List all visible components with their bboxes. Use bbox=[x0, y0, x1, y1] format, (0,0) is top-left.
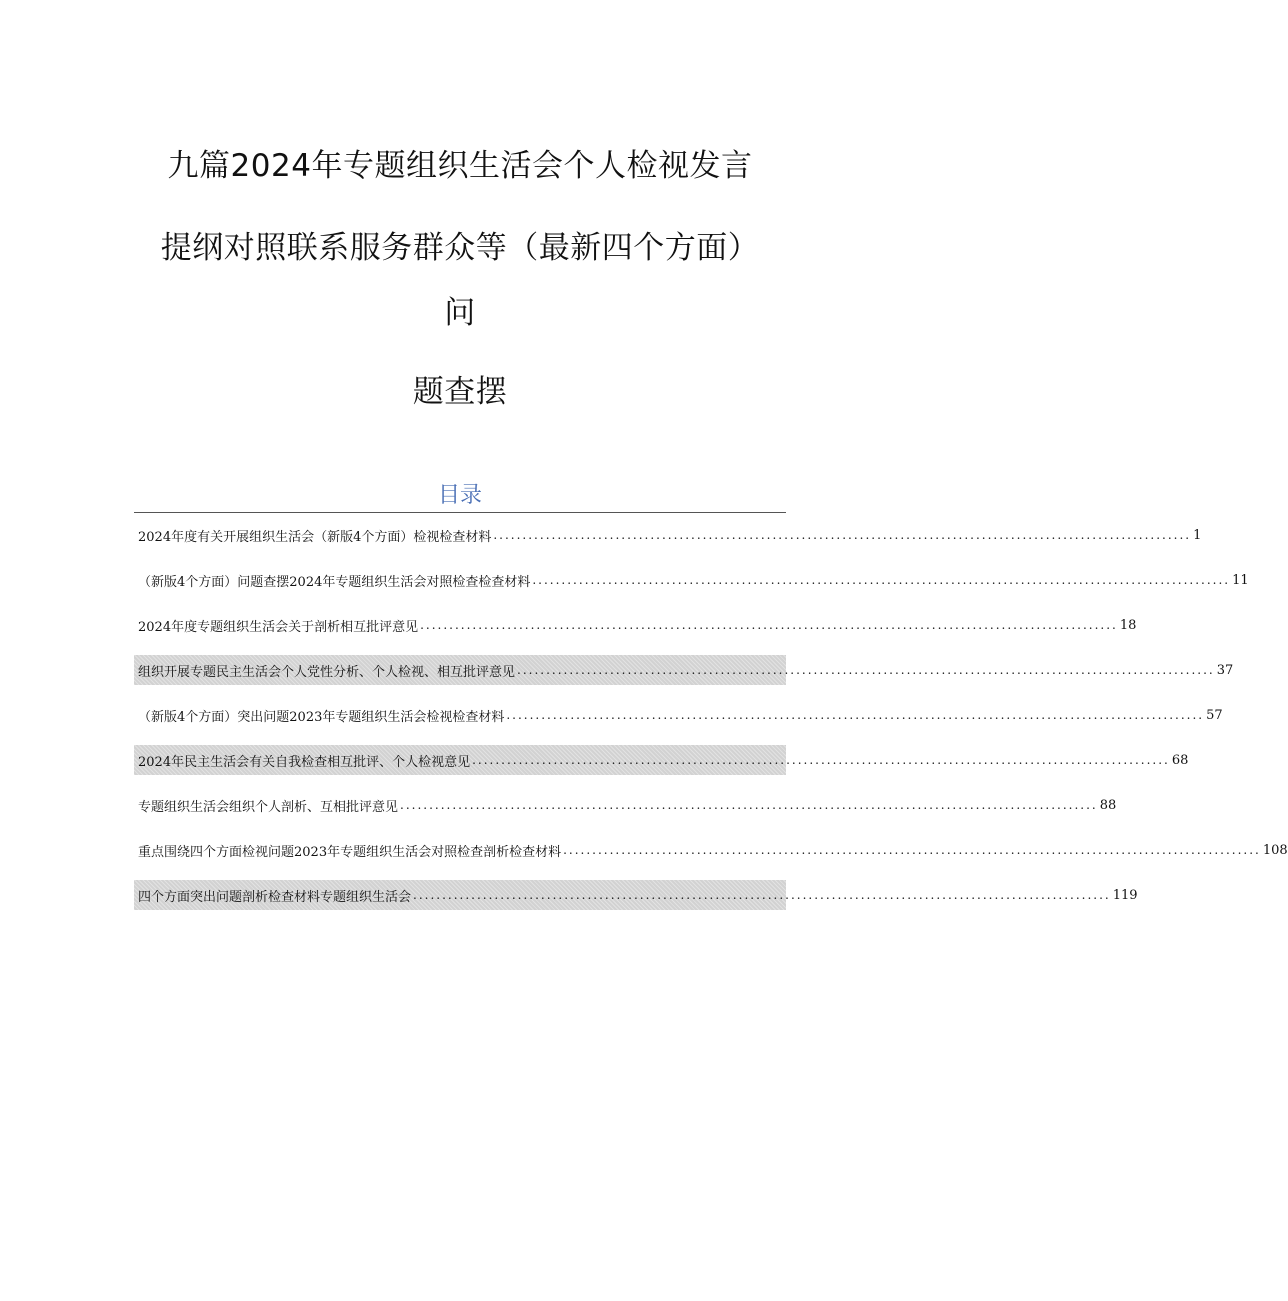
toc-heading: 目录 bbox=[437, 483, 482, 508]
toc-entry-title: 重点围绕四个方面检视问题2023年专题组织生活会对照检查剖析检查材料 bbox=[138, 844, 562, 860]
toc-entry[interactable] bbox=[134, 700, 1223, 730]
toc-entry[interactable] bbox=[134, 655, 1234, 685]
toc-entry[interactable] bbox=[134, 880, 1138, 910]
toc-leader-dots: ........................................................................................................................ bbox=[532, 573, 1231, 587]
toc-entry-page: 37 bbox=[1216, 662, 1234, 678]
toc-leader-dots: ........................................................................................................................ bbox=[472, 753, 1170, 767]
toc-entry-title: 2024年度专题组织生活会关于剖析相互批评意见 bbox=[138, 619, 419, 635]
toc-divider bbox=[134, 512, 786, 513]
toc-entry-title: （新版4个方面）问题查摆2024年专题组织生活会对照检查检查材料 bbox=[138, 574, 531, 590]
toc-entry-page: 1 bbox=[1193, 527, 1202, 543]
toc-leader-dots: ........................................................................................................................ bbox=[420, 618, 1118, 632]
toc-entry[interactable] bbox=[134, 790, 1117, 820]
toc-leader-dots: ........................................................................................................................ bbox=[413, 888, 1111, 902]
toc-leader-dots: ........................................................................................................................ bbox=[517, 663, 1215, 677]
toc-entry-title: 组织开展专题民主生活会个人党性分析、个人检视、相互批评意见 bbox=[138, 664, 516, 680]
toc-leader-dots: ........................................................................................................................ bbox=[506, 708, 1205, 722]
toc-entry[interactable] bbox=[134, 565, 1249, 595]
toc-entry[interactable] bbox=[134, 835, 1288, 865]
toc-entry-page: 88 bbox=[1099, 797, 1117, 813]
document-title-line-1: 九篇2024年专题组织生活会个人检视发言 bbox=[167, 148, 753, 184]
document-title-line-2: 提纲对照联系服务群众等（最新四个方面） bbox=[160, 230, 760, 266]
toc-entry-title: 四个方面突出问题剖析检查材料专题组织生活会 bbox=[138, 889, 412, 905]
toc-leader-dots: ........................................................................................................................ bbox=[563, 843, 1261, 857]
toc-entry-page: 57 bbox=[1206, 707, 1223, 723]
document-title-line-4: 题查摆 bbox=[412, 374, 508, 410]
toc-entry[interactable] bbox=[134, 745, 1189, 775]
toc-entry[interactable] bbox=[134, 610, 1137, 640]
toc-entry-page: 68 bbox=[1171, 752, 1189, 768]
toc-entry-page: 108 bbox=[1262, 842, 1288, 858]
toc-entry-title: 2024年民主生活会有关自我检查相互批评、个人检视意见 bbox=[138, 754, 471, 770]
toc-leader-dots: ........................................................................................................................ bbox=[493, 528, 1192, 542]
toc-entry-title: （新版4个方面）突出问题2023年专题组织生活会检视检查材料 bbox=[138, 709, 505, 725]
toc-entry-title: 2024年度有关开展组织生活会（新版4个方面）检视检查材料 bbox=[138, 529, 492, 545]
toc-entry[interactable] bbox=[134, 520, 1202, 550]
toc-entry-page: 11 bbox=[1232, 572, 1249, 588]
document-title-line-3: 问 bbox=[444, 295, 476, 331]
toc-leader-dots: ........................................................................................................................ bbox=[400, 798, 1098, 812]
toc-entry-page: 119 bbox=[1112, 887, 1138, 903]
toc-entry-page: 18 bbox=[1119, 617, 1137, 633]
toc-entry-title: 专题组织生活会组织个人剖析、互相批评意见 bbox=[138, 799, 399, 815]
